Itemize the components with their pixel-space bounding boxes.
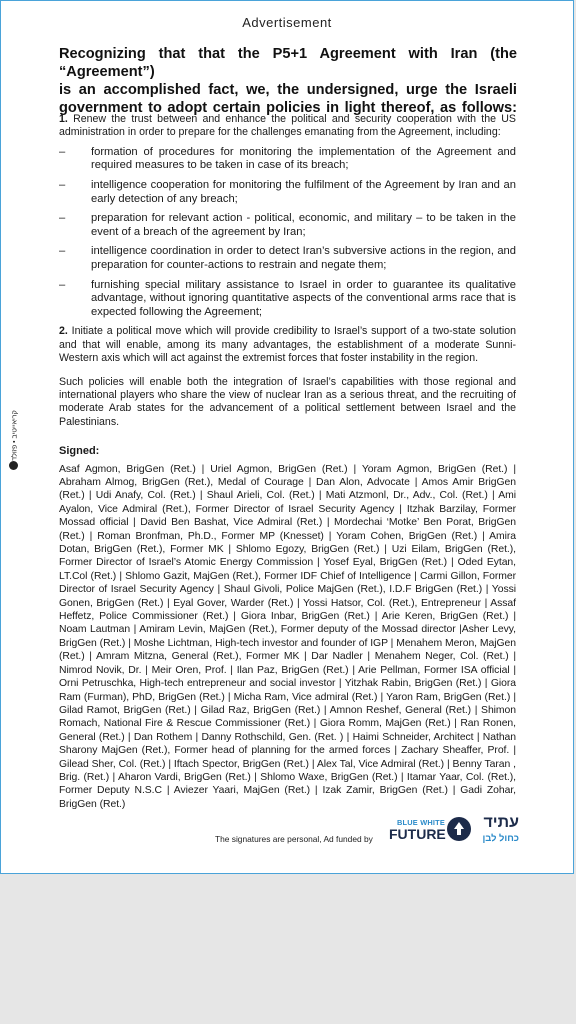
side-credit bbox=[7, 406, 21, 476]
logo-house-icon bbox=[447, 817, 471, 841]
bullet-text: preparation for relevant action - political, economic, and military – to be taken in the event of a breach of the agreement by Iran; bbox=[91, 212, 516, 238]
bullet-text: furnishing special military assistance to Israel in order to guarantee its qualitative advantage, without ignoring quantitative aspects of the conventional arms race that is expected following the Agreement; bbox=[91, 278, 516, 318]
point-2-number: 2. bbox=[59, 325, 68, 338]
point-1-number: 1. bbox=[59, 113, 68, 125]
bullet-item bbox=[59, 212, 516, 239]
point-2 bbox=[59, 325, 516, 365]
bullet-text: formation of procedures for monitoring the implementation of the Agreement and required measures to be taken in case of its breach; bbox=[91, 145, 516, 172]
logo-line-2: FUTURE bbox=[389, 826, 446, 842]
headline-line: government to adopt certain policies in light thereof, as follows: bbox=[59, 100, 517, 116]
hebrew-logo-sub: כחול לבן bbox=[482, 832, 519, 843]
credit-logo-icon bbox=[9, 461, 18, 470]
bullet-item bbox=[59, 245, 516, 272]
point-1-text: Renew the trust between and enhance the political and security cooperation with the US administration in order to prepare for the challenges emanating from the Agreement, including: bbox=[59, 113, 516, 139]
advertisement-label: Advertisement bbox=[242, 15, 332, 30]
ad-body bbox=[59, 113, 516, 811]
logo-line-1: BLUE WHITE bbox=[397, 818, 445, 827]
blue-white-future-logo bbox=[389, 818, 445, 842]
point-2-text: Initiate a political move which will provide credibility to Israel’s support of a two-state solution and that will enable, among its many advantages, the establishment of a moderate Sunni-Western axis which will act against the extremist forces that foster instability in the region. bbox=[59, 325, 516, 365]
bullet-text: intelligence coordination in order to detect Iran’s subversive actions in the region, and preparation for counter-actions to restrain and negate them; bbox=[91, 245, 516, 271]
closing-paragraph: Such policies will enable both the integration of Israel’s capabilities with those regional and international players who share the view of nuclear Iran as a serious threat, and the recruiting of moderate Arab states for the advancement of a political settlement between Israel and the Palestinians. bbox=[59, 375, 516, 428]
bullet-text: intelligence cooperation for monitoring the fulfilment of the Agreement by Iran and an early detection of any breach; bbox=[91, 179, 516, 205]
headline-line: Recognizing that that the P5+1 Agreement with Iran (the “Agreement”) bbox=[59, 46, 517, 80]
bullet-item bbox=[59, 279, 516, 320]
funding-note: The signatures are personal, Ad funded by bbox=[215, 834, 373, 844]
bullet-dash: – bbox=[59, 245, 66, 258]
headline bbox=[59, 45, 517, 117]
signed-heading: Signed: bbox=[59, 445, 100, 458]
bullet-dash: – bbox=[59, 278, 66, 291]
hebrew-logo bbox=[473, 814, 519, 843]
bullet-item bbox=[59, 146, 516, 173]
bullet-item bbox=[59, 179, 516, 206]
point-1 bbox=[59, 113, 516, 140]
headline-line: is an accomplished fact, we, the undersigned, urge the Israeli bbox=[59, 82, 517, 98]
bullet-dash: – bbox=[59, 179, 66, 191]
side-credit-text: קריאייטיב • פזולד bbox=[11, 410, 19, 461]
signatories-list: Asaf Agmon, BrigGen (Ret.) | Uriel Agmon, BrigGen (Ret.) | Yoram Agmon, BrigGen (Ret.) | Abraham Almog, BrigGen (Ret.), Medal of Courage | Dan Alon, Advocate | Amos Amir BrigGen (Ret.) | Udi Anafy, Col. (Ret.) | Shaul Arieli, Col. (Ret.) | Mati Atzmonl, Dr., Adv., Col. (Ret.) | Ami Ayalon, Vice Admiral (Ret.), Former Director of Israel Security Agency | Itzhak Barzilay, Former Mossad official | David Ben Bashat, Vice Admiral (Ret.) | Mordechai ‘Motke’ Ben Porat, BrigGen (Ret.) | Roman Bronfman, Ph.D., Former MP (Knesset) | Yoram Cohen, BrigGen (Ret.) | Amira Dotan, BrigGen (Ret.), Former MK | Shlomo Egozy, BrigGen (Ret.) | Uzi Eilam, BrigGen (Ret.), Former Director of Israel’s Atomic Energy Commission | Yosef Eyal, BrigGen (Ret.) | Oded Eytan, LT.Col (Ret.) | Shlomo Gazit, MajGen (Ret.), Former IDF Chief of Intelligence | Carmi Gillon, Former Director of Israel Security Agency | Shaul Givoli, Police MajGen (Ret.), I.D.F BrigGen (Ret.) | Yossi Gonen, BrigGen (Ret.) | Eyal Gover, Warder (Ret.) | Yossi Hatsor, Col. (Ret.), Entrepreneur | Assaf Heffetz, Police Commissioner (Ret.) | Giora Inbar, BrigGen (Ret.) | Arie Keren, BrigGen (Ret.) | Noam Lautman | Amiram Levin, MajGen (Ret.), Former deputy of the Mossad director |Asher Levy, BrigGen (Ret.) | Moshe Lichtman, High-tech investor and founder of IGP | Menahem Meron, MajGen (Ret.) | Amram Mitzna, General (Ret.), Former MK | Dar Nadler | Menahem Neger, Col. (Ret.) | Nimrod Novik, Dr. | Meir Oren, Prof. | Ilan Paz, BrigGen (Ret.) | Arie Pellman, Former ISA official | Orni Petruschka, High-tech entrepreneur and social investor | Yitzhak Rabin, BrigGen (Ret.) | Giora Ram (Furman), PhD, BrigGen (Ret.) | Micha Ram, Vice admiral (Ret.) | Yaron Ram, BrigGen (Ret.) | Gilad Ramot, BrigGen (Ret.) | Gilad Raz, BrigGen (Ret.) | Amnon Reshef, General (Ret.) | Shimon Romach, National Fire & Rescue Commissioner (Ret.) | Giora Romm, MajGen (Ret.) | Ran Ronen, General (Ret.) | Dan Rothem | Danny Rothschild, Gen. (Ret. ) | Haimi Schneider, Architect | Nathan Sharony MajGen (Ret.), Former head of planning for the armed forces | Zachary Sheaffer, Prof. | Gilead Sher, Col. (Ret.) | Iftach Spector, BrigGen (Ret.) | Alex Tal, Vice Admiral (Ret.) | Benny Taran , Brig. (Ret.) | Aharon Vardi, BrigGen (Ret.) | Shlomo Waxe, BrigGen (Ret.) | Itamar Yaar, Col. (Ret.), Former Deputy N.S.C | Aviezer Yaari, MajGen (Ret.) | Izak Zamir, BrigGen (Ret.) | Gadi Zohar, BrigGen (Ret.) bbox=[59, 463, 516, 810]
bullet-dash: – bbox=[59, 145, 66, 158]
bullet-dash: – bbox=[59, 212, 66, 225]
hebrew-logo-main: עתיד bbox=[483, 814, 519, 831]
point-1-bullet-list bbox=[59, 146, 516, 320]
